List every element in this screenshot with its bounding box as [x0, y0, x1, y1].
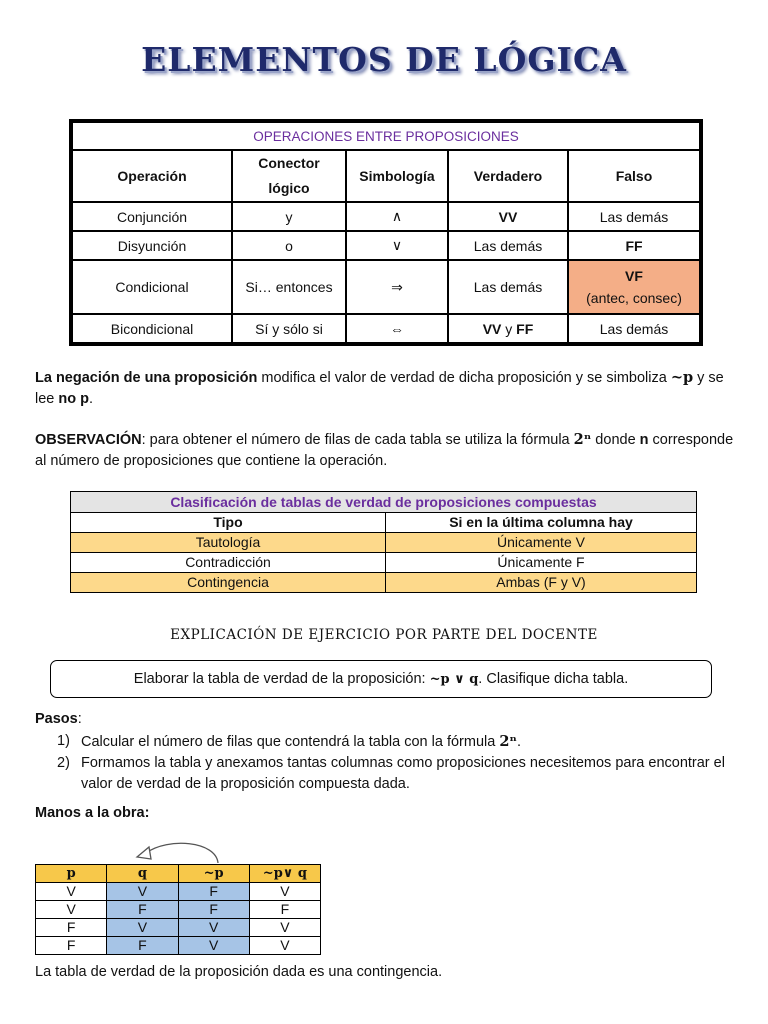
- conclusion-text: La tabla de verdad de la proposición dada es una contingencia.: [35, 964, 443, 980]
- cell-result: V: [249, 937, 320, 955]
- cell-verdadero-mid: y: [501, 320, 517, 337]
- cell-simbolo: ⇒: [346, 260, 448, 314]
- table-row: [71, 533, 697, 553]
- cell-not-p: V: [178, 937, 249, 955]
- cell-operacion: Conjunción: [72, 202, 232, 231]
- cell-p: F: [36, 937, 107, 955]
- table-row: [36, 901, 321, 919]
- classification-caption: Clasificación de tablas de verdad de proposiciones compuestas: [71, 492, 697, 513]
- header-falso: Falso: [568, 150, 700, 202]
- cell-falso: FF: [568, 231, 700, 260]
- cell-verdadero-a: VV: [482, 320, 502, 337]
- hands-on-label: Manos a la obra:: [35, 805, 150, 821]
- table-row: [72, 202, 700, 231]
- cell-p: F: [36, 919, 107, 937]
- cell-verdadero: Las demás: [448, 231, 568, 260]
- cell-p: V: [36, 901, 107, 919]
- header-conector: Conector lógico: [232, 150, 346, 202]
- header-operacion: Operación: [72, 150, 232, 202]
- observation-formula: 2ⁿ: [573, 431, 592, 448]
- classification-table: [70, 491, 697, 593]
- cell-verdadero: VV: [448, 202, 568, 231]
- table-row: [36, 919, 321, 937]
- step-text: Calcular el número de filas que contendrá la tabla con la fórmula: [81, 734, 500, 750]
- exercise-text1: Elaborar la tabla de verdad de la proposición:: [133, 671, 430, 687]
- step-text: Formamos la tabla y anexamos tantas columnas como proposiciones necesitemos para encontrar el valor de verdad de la proposición compuesta dada.: [81, 755, 725, 792]
- cell-valor: Únicamente V: [386, 533, 697, 553]
- steps-colon: :: [77, 711, 82, 727]
- header-verdadero: Verdadero: [448, 150, 568, 202]
- table-row: [36, 883, 321, 901]
- header-ultima-columna: Si en la última columna hay: [386, 513, 697, 533]
- observation-text3: corresponde al número de proposiciones que contiene la operación.: [35, 432, 734, 469]
- cell-falso: Las demás: [568, 314, 700, 343]
- negation-end: .: [89, 391, 94, 407]
- table-row: [72, 260, 700, 314]
- negation-symbol: ~p: [670, 369, 694, 386]
- cell-not-p: F: [178, 901, 249, 919]
- negation-lead: La negación de una proposición: [35, 370, 258, 386]
- cell-tipo: Tautología: [71, 533, 386, 553]
- cell-p: V: [36, 883, 107, 901]
- operations-table-grid: [71, 121, 701, 344]
- header-p: p: [36, 865, 107, 883]
- observation-var: n: [639, 432, 649, 448]
- observation-paragraph: [35, 429, 735, 472]
- table-row: [71, 573, 697, 593]
- exercise-expression: ~p ∨ q: [429, 672, 479, 687]
- step-formula: 2ⁿ: [499, 733, 517, 750]
- cell-conector: y: [232, 202, 346, 231]
- cell-operacion: Bicondicional: [72, 314, 232, 343]
- steps-list: [57, 731, 737, 795]
- cell-valor: Únicamente F: [386, 553, 697, 573]
- cell-operacion: Condicional: [72, 260, 232, 314]
- operations-table-caption: OPERACIONES ENTRE PROPOSICIONES: [72, 122, 700, 150]
- cell-falso-note: (antec, consec): [586, 290, 682, 306]
- table-row: [72, 231, 700, 260]
- curved-arrow-icon: [128, 835, 238, 865]
- header-not-p-or-q: ~p∨ q: [249, 865, 320, 883]
- step-number: 2): [57, 755, 70, 771]
- negation-text2: y se lee: [35, 370, 724, 407]
- cell-falso-highlight: [568, 260, 700, 314]
- cell-result: V: [249, 919, 320, 937]
- exercise-text2: . Clasifique dicha tabla.: [478, 671, 629, 687]
- cell-q: V: [107, 883, 178, 901]
- cell-verdadero: [448, 314, 568, 343]
- cell-verdadero-b: FF: [516, 320, 534, 337]
- cell-q: V: [107, 919, 178, 937]
- list-item: [57, 753, 737, 795]
- cell-simbolo: ⇔: [346, 314, 448, 343]
- cell-operacion: Disyunción: [72, 231, 232, 260]
- table-row: [36, 937, 321, 955]
- cell-q: F: [107, 901, 178, 919]
- observation-label: OBSERVACIÓN: [35, 432, 142, 448]
- section-heading: EXPLICACIÓN DE EJERCICIO POR PARTE DEL DOCENTE: [170, 627, 598, 643]
- negation-text1: modifica el valor de verdad de dicha proposición y se simboliza: [257, 370, 671, 386]
- header-simbologia: Simbología: [346, 150, 448, 202]
- header-tipo: Tipo: [71, 513, 386, 533]
- observation-text1: : para obtener el número de filas de cada tabla se utiliza la fórmula: [141, 432, 574, 448]
- cell-conector: Sí y sólo si: [232, 314, 346, 343]
- cell-valor: Ambas (F y V): [386, 573, 697, 593]
- table-row: [72, 314, 700, 343]
- header-q: q: [107, 865, 178, 883]
- cell-simbolo: ∨: [346, 231, 448, 260]
- table-row: [71, 553, 697, 573]
- cell-conector: Si… entonces: [232, 260, 346, 314]
- steps-label: [35, 709, 735, 730]
- steps-label-text: Pasos: [35, 711, 78, 727]
- cell-tipo: Contingencia: [71, 573, 386, 593]
- cell-verdadero: Las demás: [448, 260, 568, 314]
- cell-simbolo: ∧: [346, 202, 448, 231]
- negation-paragraph: [35, 367, 735, 410]
- header-not-p: ~p: [178, 865, 249, 883]
- cell-tipo: Contradicción: [71, 553, 386, 573]
- cell-falso-value: VF: [625, 268, 643, 284]
- cell-q: F: [107, 937, 178, 955]
- cell-result: F: [249, 901, 320, 919]
- negation-tail: no p: [58, 391, 89, 407]
- step-number: 1): [57, 733, 70, 749]
- step-end: .: [516, 734, 521, 750]
- list-item: [57, 731, 737, 753]
- cell-not-p: V: [178, 919, 249, 937]
- operations-table: [69, 119, 703, 346]
- truth-table: [35, 864, 321, 955]
- page-title: ELEMENTOS DE LÓGICA: [141, 40, 627, 79]
- cell-conector: o: [232, 231, 346, 260]
- observation-text2: donde: [591, 432, 640, 448]
- exercise-box: [50, 660, 712, 698]
- cell-falso: Las demás: [568, 202, 700, 231]
- cell-result: V: [249, 883, 320, 901]
- cell-not-p: F: [178, 883, 249, 901]
